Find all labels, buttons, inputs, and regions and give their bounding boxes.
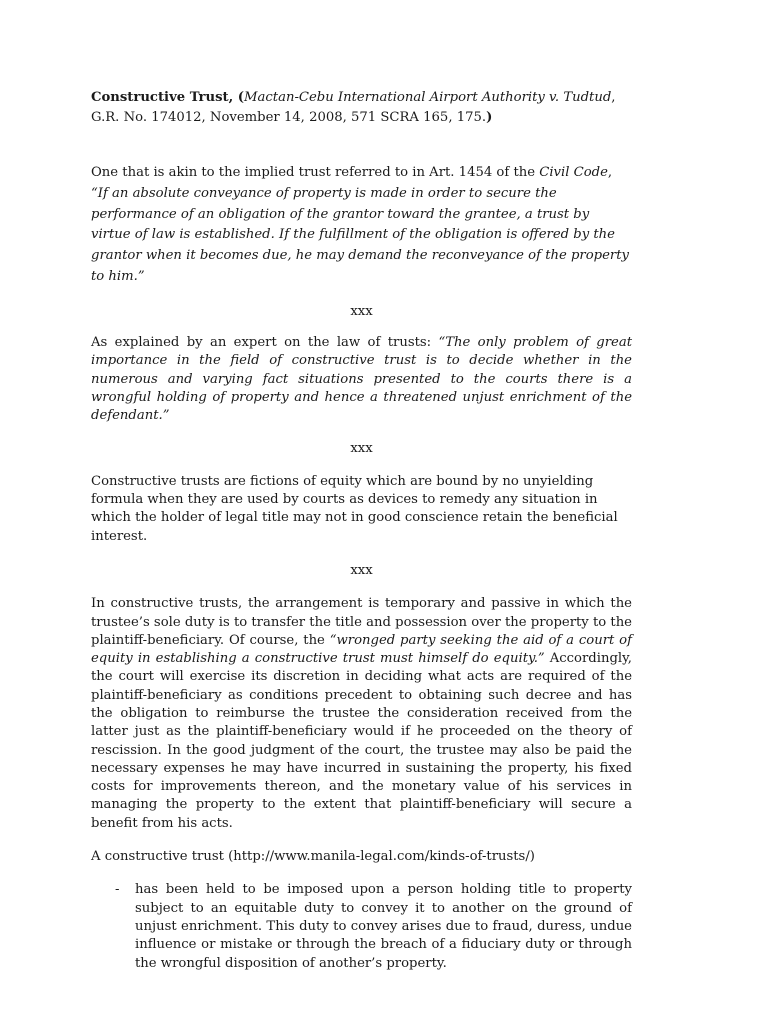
heading-close-paren: ) bbox=[486, 110, 493, 125]
section-separator: xxx bbox=[350, 303, 373, 319]
paragraph-2-quote: “The only problem of great importance in the field of constructive trust is to decide whether in the numerous and varying fact situations presented to the courts there is a wrongful holding of property and hence a threatened unjust enrichment of the defendant.” bbox=[91, 335, 632, 423]
section-separator: xxx bbox=[350, 562, 373, 578]
paragraph-4-rest: Accordingly, the court will exercise its discretion in deciding what acts are required of the plaintiff-beneficiary as conditions precedent to obtaining such decree and has the obligation to reimburse the trustee the consideration received from the latter just as the plaintiff-beneficiary would if he proceeded on the theory of rescission. In the good judgment of the court, the trustee may also be paid the necessary expenses he may have incurred in sustaining the property, his fixed costs for improvements thereon, and the monetary value of his services in managing the property to the extent that plaintiff-beneficiary will secure a benefit from his acts. bbox=[91, 651, 632, 831]
paragraph-4-lead: In constructive trusts, the arrangement is temporary and passive in which the trustee’s sole duty is to transfer the title and possession over the property to the plaintiff-beneficiary. Of course, the bbox=[91, 596, 632, 648]
paragraph-implied-trust bbox=[91, 163, 632, 288]
document-heading bbox=[91, 88, 632, 128]
paragraph-1-lead: One that is akin to the implied trust referred to in Art. 1454 of the bbox=[91, 165, 540, 180]
paragraph-1-sep: , bbox=[607, 165, 613, 180]
section-separator: xxx bbox=[350, 441, 373, 457]
paragraph-4-quote: “wronged party seeking the aid of a court of equity in establishing a constructive trust must himself do equity.” bbox=[91, 632, 633, 667]
bullet-dash: - bbox=[115, 882, 120, 898]
heading-case-name: Mactan-Cebu International Airport Authority v. Tudtud bbox=[244, 90, 612, 105]
heading-title: Constructive Trust, ( bbox=[91, 90, 245, 105]
paragraph-fictions-of-equity: Constructive trusts are fictions of equity which are bound by no unyielding formula when they are used by courts as devices to remedy any situation in which the holder of legal title may not in good conscience retain the beneficial interest. bbox=[91, 473, 618, 544]
bullet-text: has been held to be imposed upon a person holding title to property subject to an equitable duty to convey it to another on the ground of unjust enrichment. This duty to convey arises due to fraud, duress, undue influence or mistake or through the breach of a fiduciary duty or through the wrongful disposition of another’s property. bbox=[135, 882, 632, 971]
paragraph-expert-explanation bbox=[91, 334, 632, 425]
list-item bbox=[115, 881, 632, 972]
document-page bbox=[91, 88, 632, 973]
heading-citation: , G.R. No. 174012, November 14, 2008, 571 SCRA 165, 175. bbox=[91, 90, 616, 125]
paragraph-1-quote: “If an absolute conveyance of property is made in order to secure the performance of an obligation of the grantor toward the grantee, a trust by virtue of law is established. If the fulfillment of the obligation is offered by the grantor when it becomes due, he may demand the reconveyance of the property to him.” bbox=[91, 185, 629, 284]
paragraph-arrangement bbox=[91, 595, 632, 833]
paragraph-2-lead: As explained by an expert on the law of trusts: bbox=[91, 335, 439, 351]
paragraph-1-civil-code: Civil Code bbox=[539, 165, 608, 180]
bullet-list bbox=[91, 881, 632, 972]
paragraph-constructive-trust-source: A constructive trust (http://www.manila-legal.com/kinds-of-trusts/) bbox=[91, 849, 535, 865]
